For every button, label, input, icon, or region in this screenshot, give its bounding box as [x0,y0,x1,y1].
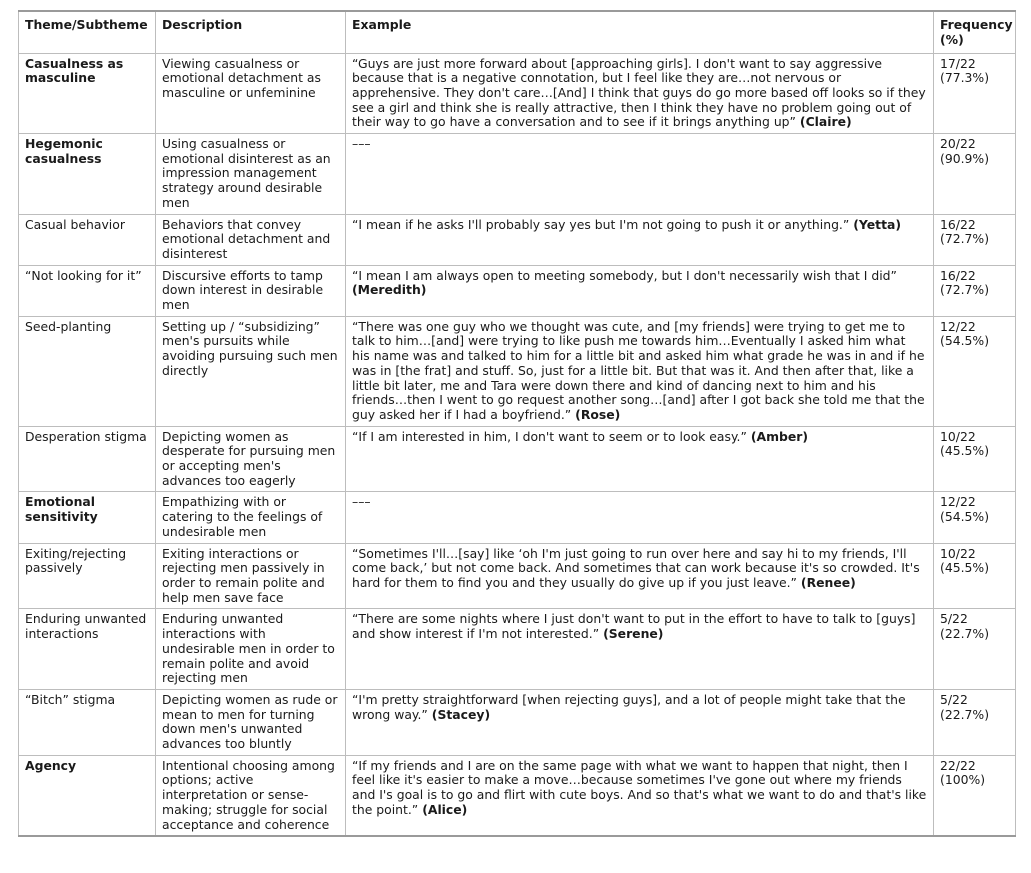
theme-cell: Hegemonic casualness [19,134,156,215]
frequency-count: 22/22 [940,757,976,773]
table-header [19,11,1016,53]
theme-cell: Casualness as masculine [19,53,156,134]
example-speaker: (Rose) [575,406,621,422]
frequency-percent: (72.7%) [940,282,990,298]
table-body [19,53,1016,836]
frequency-count: 16/22 [940,267,976,283]
frequency-cell [934,609,1016,690]
frequency-cell [934,134,1016,215]
table-row [19,265,1016,316]
frequency-percent: (45.5%) [940,560,990,576]
example-cell [346,214,934,265]
example-cell [346,316,934,426]
frequency-percent: (100%) [940,772,986,788]
example-speaker: (Alice) [422,801,468,817]
theme-cell: Casual behavior [19,214,156,265]
table-row [19,492,1016,543]
example-quote: “I'm pretty straightforward [when rejecting guys], and a lot of people might take that the wrong way.” [352,691,906,722]
frequency-cell [934,214,1016,265]
table-row [19,214,1016,265]
description-cell: Discursive efforts to tamp down interest in desirable men [156,265,346,316]
theme-cell: “Not looking for it” [19,265,156,316]
header-description: Description [156,11,346,53]
description-cell: Viewing casualness or emotional detachment as masculine or unfeminine [156,53,346,134]
example-speaker: (Stacey) [431,706,491,722]
header-row [19,11,1016,53]
example-quote: ––– [352,494,371,510]
table-row [19,134,1016,215]
frequency-count: 10/22 [940,428,976,444]
example-quote: “I mean I am always open to meeting somebody, but I don't necessarily wish that I did” [352,267,897,283]
example-cell [346,265,934,316]
example-quote: “I mean if he asks I'll probably say yes but I'm not going to push it or anything.” [352,216,850,232]
frequency-cell [934,53,1016,134]
example-speaker: (Serene) [603,626,664,642]
table-row [19,609,1016,690]
example-speaker: (Meredith) [352,282,427,298]
frequency-percent: (77.3%) [940,70,990,86]
frequency-percent: (90.9%) [940,150,990,166]
example-cell [346,53,934,134]
frequency-percent: (22.7%) [940,626,990,642]
frequency-count: 20/22 [940,136,976,152]
table-row [19,689,1016,755]
table-row [19,53,1016,134]
frequency-cell [934,316,1016,426]
description-cell: Empathizing with or catering to the feelings of undesirable men [156,492,346,543]
table-container [18,10,1015,837]
example-quote: “There are some nights where I just don't want to put in the effort to have to talk to [guys] and show interest if I'm not interested.” [352,611,916,642]
example-speaker: (Renee) [800,575,856,590]
example-cell [346,755,934,836]
example-cell [346,492,934,543]
example-cell [346,134,934,215]
frequency-percent: (54.5%) [940,333,990,349]
example-cell [346,689,934,755]
frequency-count: 17/22 [940,55,976,71]
frequency-percent: (22.7%) [940,706,990,722]
theme-cell: Enduring unwanted interactions [19,609,156,690]
theme-cell: Seed-planting [19,316,156,426]
frequency-count: 5/22 [940,611,968,627]
example-cell [346,426,934,492]
header-theme: Theme/Subtheme [19,11,156,53]
example-cell [346,609,934,690]
theme-cell: Desperation stigma [19,426,156,492]
themes-table [18,10,1016,837]
frequency-count: 12/22 [940,318,976,334]
frequency-cell [934,689,1016,755]
frequency-percent: (72.7%) [940,231,990,247]
example-speaker: (Amber) [750,428,809,444]
frequency-cell [934,492,1016,543]
example-quote: “If my friends and I are on the same page with what we want to happen that night, then I feel like it's easier to make a move…because sometimes I've gone out where my friends and I's goal is to go and flirt with cute boys. And so that's what we want to do and that's like the point.” [352,757,927,817]
frequency-cell [934,543,1016,609]
frequency-cell [934,426,1016,492]
frequency-percent: (54.5%) [940,509,990,525]
frequency-count: 5/22 [940,691,968,707]
table-row [19,543,1016,609]
header-example: Example [346,11,934,53]
theme-cell: “Bitch” stigma [19,689,156,755]
example-quote: “If I am interested in him, I don't want to seem or to look easy.” [352,428,747,444]
table-row [19,426,1016,492]
table-row [19,755,1016,836]
description-cell: Setting up / “subsidizing” men's pursuits while avoiding pursuing such men directly [156,316,346,426]
frequency-count: 12/22 [940,494,976,510]
description-cell: Using casualness or emotional disinterest as an impression management strategy around desirable men [156,134,346,215]
frequency-cell [934,265,1016,316]
example-quote: ––– [352,136,371,152]
theme-cell: Agency [19,755,156,836]
table-row [19,316,1016,426]
theme-cell: Emotional sensitivity [19,492,156,543]
example-speaker: (Claire) [799,114,852,130]
description-cell: Depicting women as desperate for pursuing men or accepting men's advances too eagerly [156,426,346,492]
description-cell: Intentional choosing among options; active interpretation or sense-making; struggle for social acceptance and coherence [156,755,346,836]
header-frequency: Frequency (%) [934,11,1016,53]
example-quote: “There was one guy who we thought was cute, and [my friends] were trying to get me to talk to him…[and] were trying to like push me towards him…Eventually I asked him what his name was and talked to him for a little bit and asked him what grade he was in and if he was in [the frat] and stuff. So, just for a little bit. But that was it. And then after that, like a little bit later, me and Tara were down there and kind of dancing next to him and his friends…then I went to go request another song…[and] after I got back she told me that the guy asked her if I had a boyfriend.” [352,318,925,422]
example-quote: “Sometimes I'll…[say] like ‘oh I'm just going to run over here and say hi to my friends, I'll come back,’ but not come back. And sometimes that can work because it's so crowded. It's hard for them to find you and they usually do give up if you just leave.” [352,545,920,590]
description-cell: Enduring unwanted interactions with undesirable men in order to remain polite and avoid rejecting men [156,609,346,690]
description-cell: Depicting women as rude or mean to men for turning down men's unwanted advances too bluntly [156,689,346,755]
theme-cell: Exiting/rejecting passively [19,543,156,609]
frequency-count: 16/22 [940,216,976,232]
frequency-cell [934,755,1016,836]
description-cell: Behaviors that convey emotional detachment and disinterest [156,214,346,265]
example-cell [346,543,934,609]
description-cell: Exiting interactions or rejecting men passively in order to remain polite and help men save face [156,543,346,609]
example-speaker: (Yetta) [853,216,902,232]
frequency-percent: (45.5%) [940,443,990,459]
example-quote: “Guys are just more forward about [approaching girls]. I don't want to say aggressive because that is a negative connotation, but I feel like they are…not nervous or apprehensive. They don't care…[And] I think that guys do go more based off looks so if they see a girl and think she is really attractive, then I think they have no problem going out of their way to go have a conversation and to see if it brings anything up” [352,55,926,130]
frequency-count: 10/22 [940,545,976,561]
